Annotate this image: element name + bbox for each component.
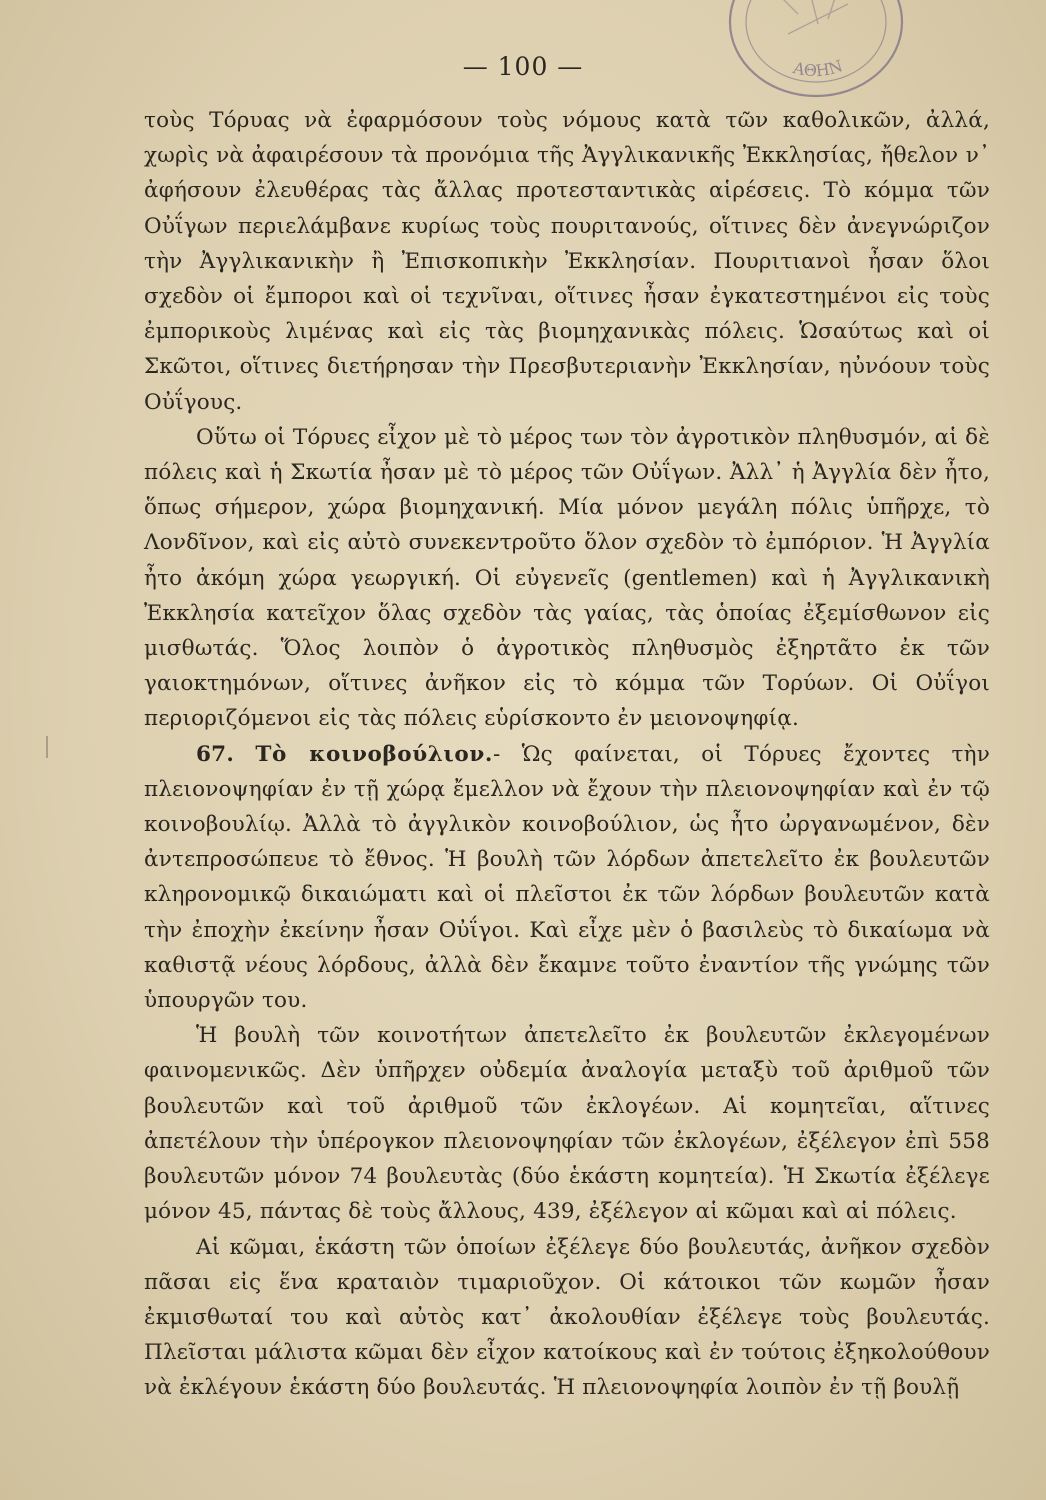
section-title: Τὸ κοινοβούλιον. xyxy=(255,741,493,767)
paragraph: Οὕτω οἱ Τόρυες εἶχον μὲ τὸ μέρος των τὸν ἀγροτικὸν πληθυσμόν, αἱ δὲ πόλεις καὶ ἡ Σκωτία ἦσαν μὲ τὸ μέρος τῶν Οὐΐγων. Ἀλλ᾿ ἡ Ἀγγλία δὲν ἦτο, ὅπως σήμερον, χώρα βιομηχανική. Μία μόνον μεγάλη πόλις ὑπῆρχε, τὸ Λονδῖνον, καὶ εἰς αὐτὸ συνεκεντροῦτο ὅλον σχεδὸν τὸ ἐμπόριον. Ἡ Ἀγγλία ἦτο ἀκόμη χώρα γεωργική. Οἱ εὐγενεῖς (gentlemen) καὶ ἡ Ἀγγλικανικὴ Ἐκκλησία κατεῖχον ὅλας σχεδὸν τὰς γαίας, τὰς ὁποίας ἐξεμίσθωνον εἰς μισθωτάς. Ὅλος λοιπὸν ὁ ἀγροτικὸς πληθυσμὸς ἐξηρτᾶτο ἐκ τῶν γαιοκτημόνων, οἵτινες ἀνῆκον εἰς τὸ κόμμα τῶν Τορύων. Οἱ Οὐΐγοι περιοριζόμενοι εἰς τὰς πόλεις εὑρίσκοντο ἐν μειονοψηφίᾳ. xyxy=(144,424,990,732)
margin-pencil-mark xyxy=(46,736,48,758)
page-number: — 100 — xyxy=(462,52,584,81)
paragraph: Ἡ βουλὴ τῶν κοινοτήτων ἀπετελεῖτο ἐκ βουλευτῶν ἐκλεγομένων φαινομενικῶς. Δὲν ὑπῆρχεν οὐδεμία ἀναλογία μεταξὺ τοῦ ἀριθμοῦ τῶν βουλευτῶν καὶ τοῦ ἀριθμοῦ τῶν ἐκλογέων. Αἱ κομητεῖαι, αἵτινες ἀπετέλουν τὴν ὑπέρογκον πλειονοψηφίαν τῶν ἐκλογέων, ἐξέλεγον ἐπὶ 558 βουλευτῶν μόνον 74 βουλευτὰς (δύο ἑκάστη κομητεία). Ἡ Σκωτία ἐξέλεγε μόνον 45, πάντας δὲ τοὺς ἄλλους, 439, ἐξέλεγον αἱ κῶμαι καὶ αἱ πόλεις. xyxy=(144,1023,990,1225)
body-text xyxy=(144,103,990,1406)
stamp-text: ΑΘΗΝ xyxy=(791,56,845,81)
paragraph: Αἱ κῶμαι, ἑκάστη τῶν ὁποίων ἐξέλεγε δύο βουλευτάς, ἀνῆκον σχεδὸν πᾶσαι εἰς ἕνα κραταιὸν τιμαριοῦχον. Οἱ κάτοικοι τῶν κωμῶν ἦσαν ἐκμισθωταί του καὶ αὐτὸς κατ᾿ ἀκολουθίαν ἐξέλεγε τοὺς βουλευτάς. Πλεῖσται μάλιστα κῶμαι δὲν εἶχον κατοίκους καὶ ἐν τούτοις ἐξηκολούθουν νὰ ἐκλέγουν ἑκάστη δύο βουλευτάς. Ἡ πλειονοψηφία λοιπὸν ἐν τῇ βουλῇ xyxy=(144,1234,990,1401)
section-number: 67. xyxy=(196,741,235,767)
paragraph: τοὺς Τόρυας νὰ ἐφαρμόσουν τοὺς νόμους κατὰ τῶν καθολικῶν, ἀλλά, χωρὶς νὰ ἀφαιρέσουν τὰ προνόμια τῆς Ἀγγλικανικῆς Ἐκκλησίας, ἤθελον ν᾿ ἀφήσουν ἐλευθέρας τὰς ἄλλας προτεσταντικὰς αἱρέσεις. Τὸ κόμμα τῶν Οὐΐγων περιελάμβανε κυρίως τοὺς πουριτανούς, οἵτινες δὲν ἀνεγνώριζον τὴν Ἀγγλικανικὴν ἢ Ἐπισκοπικὴν Ἐκκλησίαν. Πουριτιανοὶ ἦσαν ὅλοι σχεδὸν οἱ ἔμποροι καὶ οἱ τεχνῖναι, οἵτινες ἦσαν ἐγκατεστημένοι εἰς τοὺς ἐμπορικοὺς λιμένας καὶ εἰς τὰς βιομηχανικὰς πόλεις. Ὡσαύτως καὶ οἱ Σκῶτοι, οἵτινες διετήρησαν τὴν Πρεσβυτεριανὴν Ἐκκλησίαν, ηὐνόουν τοὺς Οὐΐγους. xyxy=(144,108,990,415)
section-text: - Ὡς φαίνεται, οἱ Τόρυες ἔχοντες τὴν πλειονοψηφίαν ἐν τῇ χώρᾳ ἔμελλον νὰ ἔχουν τὴν πλειονοψηφίαν καὶ ἐν τῷ κοινοβουλίῳ. Ἀλλὰ τὸ ἀγγλικὸν κοινοβούλιον, ὡς ἦτο ὠργανωμένον, δὲν ἀντεπροσώπευε τὸ ἔθνος. Ἡ βουλὴ τῶν λόρδων ἀπετελεῖτο ἐκ βουλευτῶν κληρονομικῷ δικαιώματι καὶ οἱ πλεῖστοι ἐκ τῶν λόρδων βουλευτῶν κατὰ τὴν ἐποχὴν ἐκείνην ἦσαν Οὐΐγοι. Καὶ εἶχε μὲν ὁ βασιλεὺς τὸ δικαίωμα νὰ καθιστᾷ νέους λόρδους, ἀλλὰ δὲν ἔκαμνε τοῦτο ἐναντίον τῆς γνώμης τῶν ὑπουργῶν του. xyxy=(144,741,990,1014)
section-paragraph xyxy=(144,737,990,1019)
